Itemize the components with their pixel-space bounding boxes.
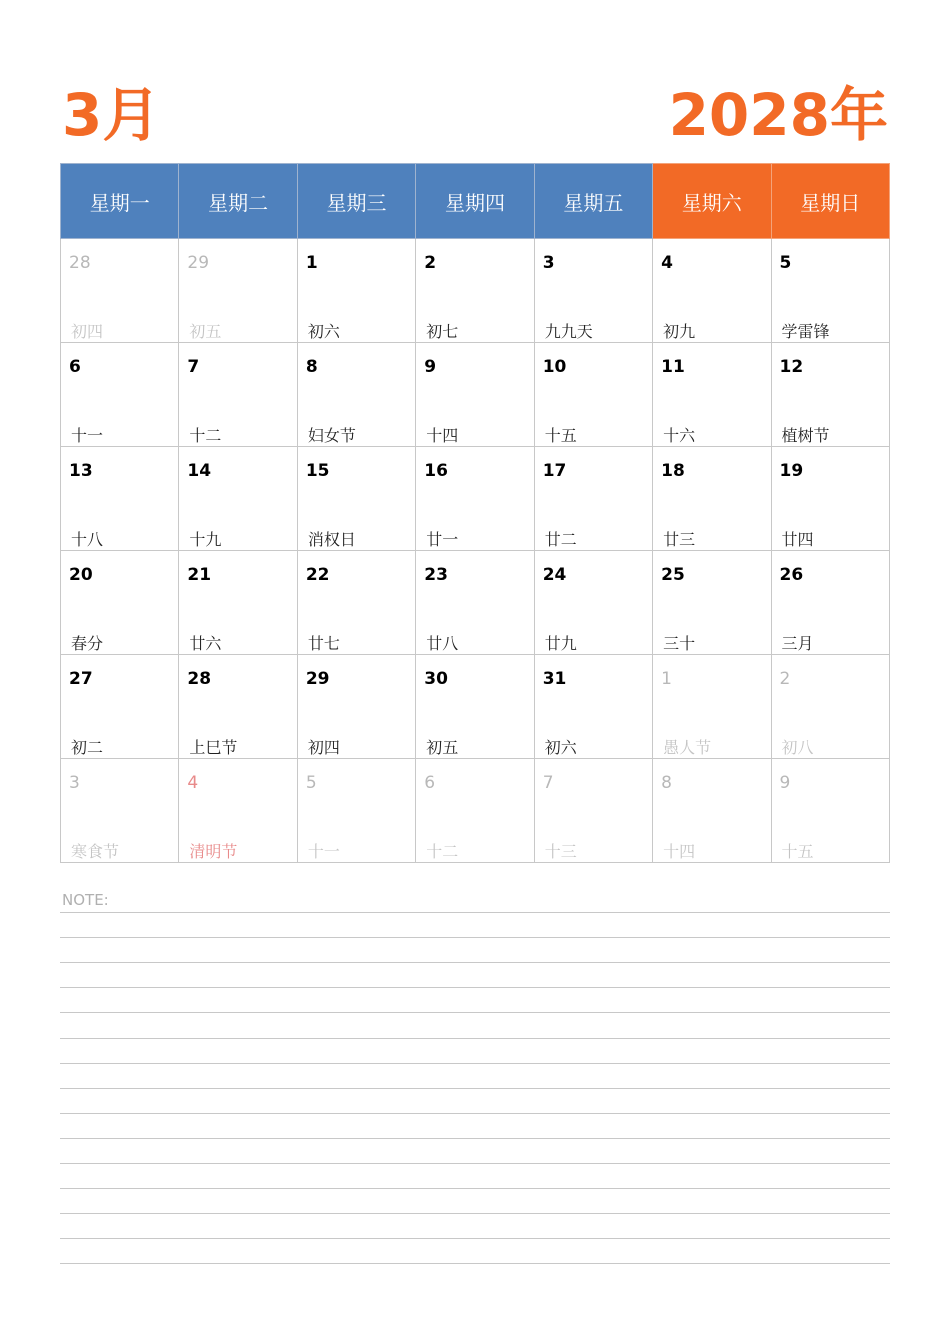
calendar-day-cell[interactable] (653, 239, 771, 343)
calendar-day-cell[interactable] (179, 655, 297, 759)
calendar-day-cell[interactable] (297, 447, 415, 551)
lunar-date-label: 愚人节 (663, 738, 712, 757)
day-number: 5 (779, 253, 792, 273)
day-number: 4 (661, 253, 673, 273)
lunar-date-label: 寒食节 (71, 842, 120, 861)
day-number: 14 (187, 461, 212, 481)
lunar-date-label: 十一 (71, 426, 104, 445)
note-line (60, 1213, 890, 1214)
calendar-day-cell[interactable] (534, 447, 652, 551)
lunar-date-label: 十五 (781, 842, 814, 861)
day-number: 26 (779, 565, 804, 585)
lunar-date-label: 初四 (307, 738, 340, 757)
weekday-header-row (61, 164, 890, 239)
note-line (60, 1238, 890, 1239)
lunar-date-label: 春分 (71, 634, 104, 653)
day-number: 5 (305, 773, 317, 793)
lunar-date-label: 学雷锋 (781, 322, 830, 341)
day-number: 23 (424, 565, 448, 585)
lunar-date-label: 十三 (544, 842, 577, 861)
day-number: 29 (305, 669, 330, 689)
note-line (60, 962, 890, 963)
lunar-date-label: 十一 (307, 842, 340, 861)
weekday-header-thu: 星期四 (416, 164, 534, 239)
day-number: 31 (542, 669, 567, 689)
calendar-day-cell[interactable] (416, 239, 534, 343)
day-number: 18 (661, 461, 685, 481)
lunar-date-label: 十四 (663, 842, 696, 861)
lunar-date-label: 十五 (544, 426, 577, 445)
lunar-date-label: 初四 (71, 322, 104, 341)
calendar-day-cell[interactable] (534, 343, 652, 447)
note-line (60, 1088, 890, 1089)
lunar-date-label: 初五 (426, 738, 459, 757)
lunar-date-label: 廿一 (426, 530, 459, 549)
lunar-date-label: 消权日 (307, 530, 356, 549)
note-line (60, 1263, 890, 1264)
note-line (60, 1188, 890, 1189)
day-number: 19 (779, 461, 804, 481)
lunar-date-label: 三月 (781, 634, 814, 653)
calendar-day-cell[interactable] (297, 239, 415, 343)
calendar-day-cell[interactable] (61, 447, 179, 551)
weekday-header-sun: 星期日 (771, 164, 889, 239)
day-number: 9 (779, 773, 791, 793)
calendar-day-cell[interactable] (297, 551, 415, 655)
lunar-date-label: 初六 (544, 738, 577, 757)
calendar-day-cell[interactable] (771, 239, 889, 343)
day-number: 29 (187, 253, 210, 273)
year-title: 2028年 (668, 81, 888, 149)
day-number: 3 (542, 253, 555, 273)
calendar-day-cell[interactable] (771, 551, 889, 655)
calendar-week-row (61, 655, 890, 759)
day-number: 28 (187, 669, 212, 689)
lunar-date-label: 廿九 (544, 634, 577, 653)
calendar-day-cell[interactable] (771, 655, 889, 759)
calendar-day-cell[interactable] (534, 655, 652, 759)
lunar-date-label: 九九天 (544, 322, 593, 341)
lunar-date-label: 清明节 (189, 842, 238, 861)
calendar-day-cell[interactable] (179, 551, 297, 655)
lunar-date-label: 十六 (663, 426, 696, 445)
calendar-day-cell[interactable] (61, 551, 179, 655)
calendar-day-cell[interactable] (297, 343, 415, 447)
calendar-day-cell[interactable] (534, 759, 652, 863)
month-title: 3月 (62, 81, 161, 149)
calendar-day-cell[interactable] (653, 447, 771, 551)
day-number: 10 (542, 357, 567, 377)
calendar-day-cell[interactable] (416, 343, 534, 447)
lunar-date-label: 初六 (307, 322, 340, 341)
calendar-day-cell[interactable] (416, 655, 534, 759)
weekday-header-fri: 星期五 (534, 164, 652, 239)
weekday-header-tue: 星期二 (179, 164, 297, 239)
lunar-date-label: 初七 (426, 322, 459, 341)
lunar-date-label: 初九 (663, 322, 696, 341)
calendar-grid (60, 163, 890, 863)
lunar-date-label: 廿三 (663, 530, 696, 549)
calendar-week-row (61, 759, 890, 863)
calendar-day-cell[interactable] (416, 551, 534, 655)
day-number: 17 (542, 461, 567, 481)
note-line (60, 1038, 890, 1039)
lunar-date-label: 十九 (189, 530, 222, 549)
day-number: 13 (69, 461, 93, 481)
calendar-day-cell[interactable] (653, 343, 771, 447)
calendar-day-cell[interactable] (61, 759, 179, 863)
day-number: 25 (661, 565, 685, 585)
calendar-day-cell[interactable] (771, 447, 889, 551)
calendar-day-cell[interactable] (416, 759, 534, 863)
day-number: 9 (424, 357, 437, 377)
calendar-day-cell[interactable] (771, 759, 889, 863)
day-number: 2 (779, 669, 791, 689)
day-number: 12 (779, 357, 804, 377)
day-number: 2 (424, 253, 437, 273)
lunar-date-label: 廿八 (426, 634, 459, 653)
calendar-day-cell[interactable] (771, 343, 889, 447)
lunar-date-label: 植树节 (781, 426, 830, 445)
calendar-day-cell[interactable] (61, 239, 179, 343)
day-number: 21 (187, 565, 212, 585)
calendar-week-row (61, 239, 890, 343)
lunar-date-label: 十二 (189, 426, 222, 445)
note-line (60, 1163, 890, 1164)
lunar-date-label: 初二 (71, 738, 104, 757)
note-label: NOTE: (62, 891, 109, 909)
lunar-date-label: 初五 (189, 322, 222, 341)
day-number: 1 (661, 669, 672, 689)
day-number: 8 (305, 357, 318, 377)
day-number: 6 (424, 773, 436, 793)
lunar-date-label: 十二 (426, 842, 459, 861)
day-number: 27 (69, 669, 93, 689)
weekday-header-sat: 星期六 (653, 164, 771, 239)
day-number: 20 (69, 565, 93, 585)
day-number: 28 (69, 253, 91, 273)
day-number: 22 (305, 565, 330, 585)
day-number: 24 (542, 565, 567, 585)
calendar-day-cell[interactable] (653, 655, 771, 759)
day-number: 1 (305, 253, 318, 273)
note-line (60, 1063, 890, 1064)
calendar-day-cell[interactable] (179, 447, 297, 551)
calendar-day-cell[interactable] (653, 551, 771, 655)
calendar-day-cell[interactable] (534, 551, 652, 655)
calendar-day-cell[interactable] (61, 655, 179, 759)
calendar-day-cell[interactable] (653, 759, 771, 863)
day-number: 11 (661, 357, 685, 377)
day-number: 4 (187, 773, 199, 793)
day-number: 15 (305, 461, 330, 481)
weekday-header-mon: 星期一 (61, 164, 179, 239)
note-line (60, 937, 890, 938)
weekday-header-wed: 星期三 (297, 164, 415, 239)
calendar-day-cell[interactable] (179, 759, 297, 863)
calendar-day-cell[interactable] (534, 239, 652, 343)
day-number: 3 (69, 773, 80, 793)
note-line (60, 912, 890, 913)
lunar-date-label: 廿六 (189, 634, 222, 653)
note-line (60, 1012, 890, 1013)
calendar-day-cell[interactable] (297, 655, 415, 759)
calendar-day-cell[interactable] (416, 447, 534, 551)
note-line (60, 1113, 890, 1114)
calendar-day-cell[interactable] (179, 343, 297, 447)
lunar-date-label: 十四 (426, 426, 459, 445)
lunar-date-label: 妇女节 (307, 426, 356, 445)
lunar-date-label: 十八 (71, 530, 104, 549)
calendar-week-row (61, 343, 890, 447)
calendar-week-row (61, 551, 890, 655)
day-number: 7 (187, 357, 200, 377)
calendar-day-cell[interactable] (297, 759, 415, 863)
day-number: 6 (69, 357, 81, 377)
calendar-day-cell[interactable] (179, 239, 297, 343)
lunar-date-label: 廿二 (544, 530, 577, 549)
lunar-date-label: 上巳节 (189, 738, 238, 757)
lunar-date-label: 廿四 (781, 530, 814, 549)
calendar-week-row (61, 447, 890, 551)
calendar-day-cell[interactable] (61, 343, 179, 447)
day-number: 8 (661, 773, 672, 793)
day-number: 7 (542, 773, 554, 793)
day-number: 30 (424, 669, 448, 689)
day-number: 16 (424, 461, 448, 481)
lunar-date-label: 初八 (781, 738, 814, 757)
note-line (60, 1138, 890, 1139)
lunar-date-label: 三十 (663, 634, 696, 653)
note-line (60, 987, 890, 988)
lunar-date-label: 廿七 (307, 634, 340, 653)
